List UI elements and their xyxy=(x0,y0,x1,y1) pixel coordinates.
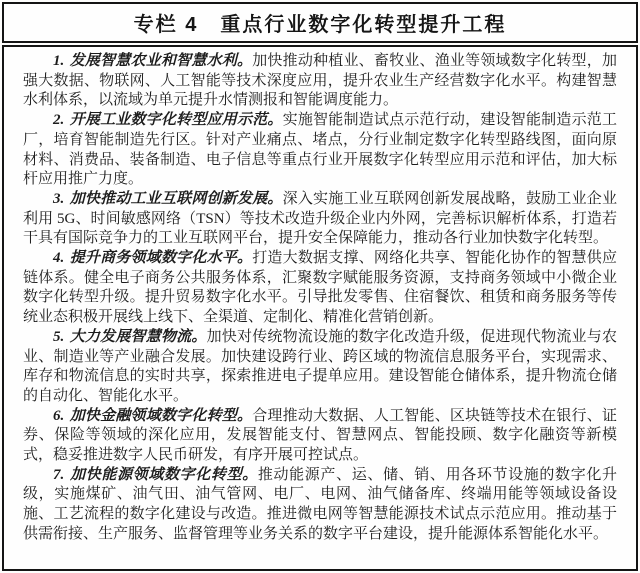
paragraph-3 xyxy=(23,190,617,249)
paragraph-1 xyxy=(23,52,617,111)
paragraph-7 xyxy=(23,466,617,545)
paragraph-7-lead: 加快能源领域数字化转型。 xyxy=(69,466,258,483)
paragraph-4 xyxy=(23,249,617,328)
paragraph-7-text: 推动能源产、运、储、销、用各环节设施的数字化升级，实施煤矿、油气田、油气管网、电厂、电网、油气储备库、终端用能等领域设备设施、工艺流程的数字化建设与改造。推进微电网等智慧能源技术试点示范应用。推动基于供需衔接、生产服务、监督管理等业务关系的数字平台建设，提升能源体系智能化水平。 xyxy=(23,466,617,542)
paragraph-2-lead: 开展工业数字化转型应用示范。 xyxy=(69,112,283,129)
column-body-box xyxy=(2,45,638,571)
paragraph-6-lead: 加快金融领域数字化转型。 xyxy=(69,407,253,424)
paragraph-4-text: 打造大数据支撑、网络化共享、智能化协作的智慧供应链体系。健全电子商务公共服务体系，汇聚数字赋能服务资源，支持商务领域中小微企业数字化转型升级。提升贸易数字化水平。引导批发零售、住宿餐饮、租赁和商务服务等传统业态积极开展线上线下、全渠道、定制化、精准化营销创新。 xyxy=(23,250,617,326)
paragraph-1-lead: 发展智慧农业和智慧水利。 xyxy=(69,53,253,69)
paragraph-1-number: 1. xyxy=(53,53,65,69)
paragraph-1-text: 加快推动种植业、畜牧业、渔业等领域数字化转型，加强大数据、物联网、人工智能等技术深度应用，提升农业生产经营数字化水平。构建智慧水利体系，以流域为单元提升水情测报和智能调度能力。 xyxy=(23,53,617,109)
paragraph-4-number: 4. xyxy=(53,250,65,267)
paragraph-3-text: 深入实施工业互联网创新发展战略，鼓励工业企业利用 5G、时间敏感网络（TSN）等技术改造升级企业内外网，完善标识解析体系，打造若干具有国际竞争力的工业互联网平台，提升安全保障能力，推动各行业加快数字化转型。 xyxy=(23,190,617,247)
paragraph-2-text: 实施智能制造试点示范行动，建设智能制造示范工厂，培育智能制造先行区。针对产业痛点、堵点，分行业制定数字化转型路线图，面向原材料、消费品、装备制造、电子信息等重点行业开展数字化转型应用示范和评估，加大标杆应用推广力度。 xyxy=(23,112,617,188)
paragraph-5-lead: 大力发展智慧物流。 xyxy=(69,328,207,345)
paragraph-5 xyxy=(23,328,617,407)
paragraph-6-number: 6. xyxy=(53,407,65,424)
paragraph-5-text: 加快对传统物流设施的数字化改造升级，促进现代物流业与农业、制造业等产业融合发展。加快建设跨行业、跨区域的物流信息服务平台，实现需求、库存和物流信息的实时共享，探索推进电子提单应用。建设智能仓储体系，提升物流仓储的自动化、智能化水平。 xyxy=(23,328,617,404)
paragraph-2-number: 2. xyxy=(53,112,65,129)
paragraph-3-number: 3. xyxy=(53,190,65,207)
paragraph-4-lead: 提升商务领域数字化水平。 xyxy=(69,250,253,267)
paragraph-7-number: 7. xyxy=(53,466,65,483)
paragraph-5-number: 5. xyxy=(53,328,65,345)
column-title-box xyxy=(2,2,638,43)
column-title: 专栏 4 重点行业数字化转型提升工程 xyxy=(133,14,507,36)
paragraph-2 xyxy=(23,111,617,190)
paragraph-6 xyxy=(23,407,617,466)
paragraph-6-text: 合理推动大数据、人工智能、区块链等技术在银行、证券、保险等领域的深化应用，发展智能支付、智慧网点、智能投顾、数字化融资等新模式，稳妥推进数字人民币研发，有序开展可控试点。 xyxy=(23,407,617,464)
paragraph-3-lead: 加快推动工业互联网创新发展。 xyxy=(69,190,283,207)
